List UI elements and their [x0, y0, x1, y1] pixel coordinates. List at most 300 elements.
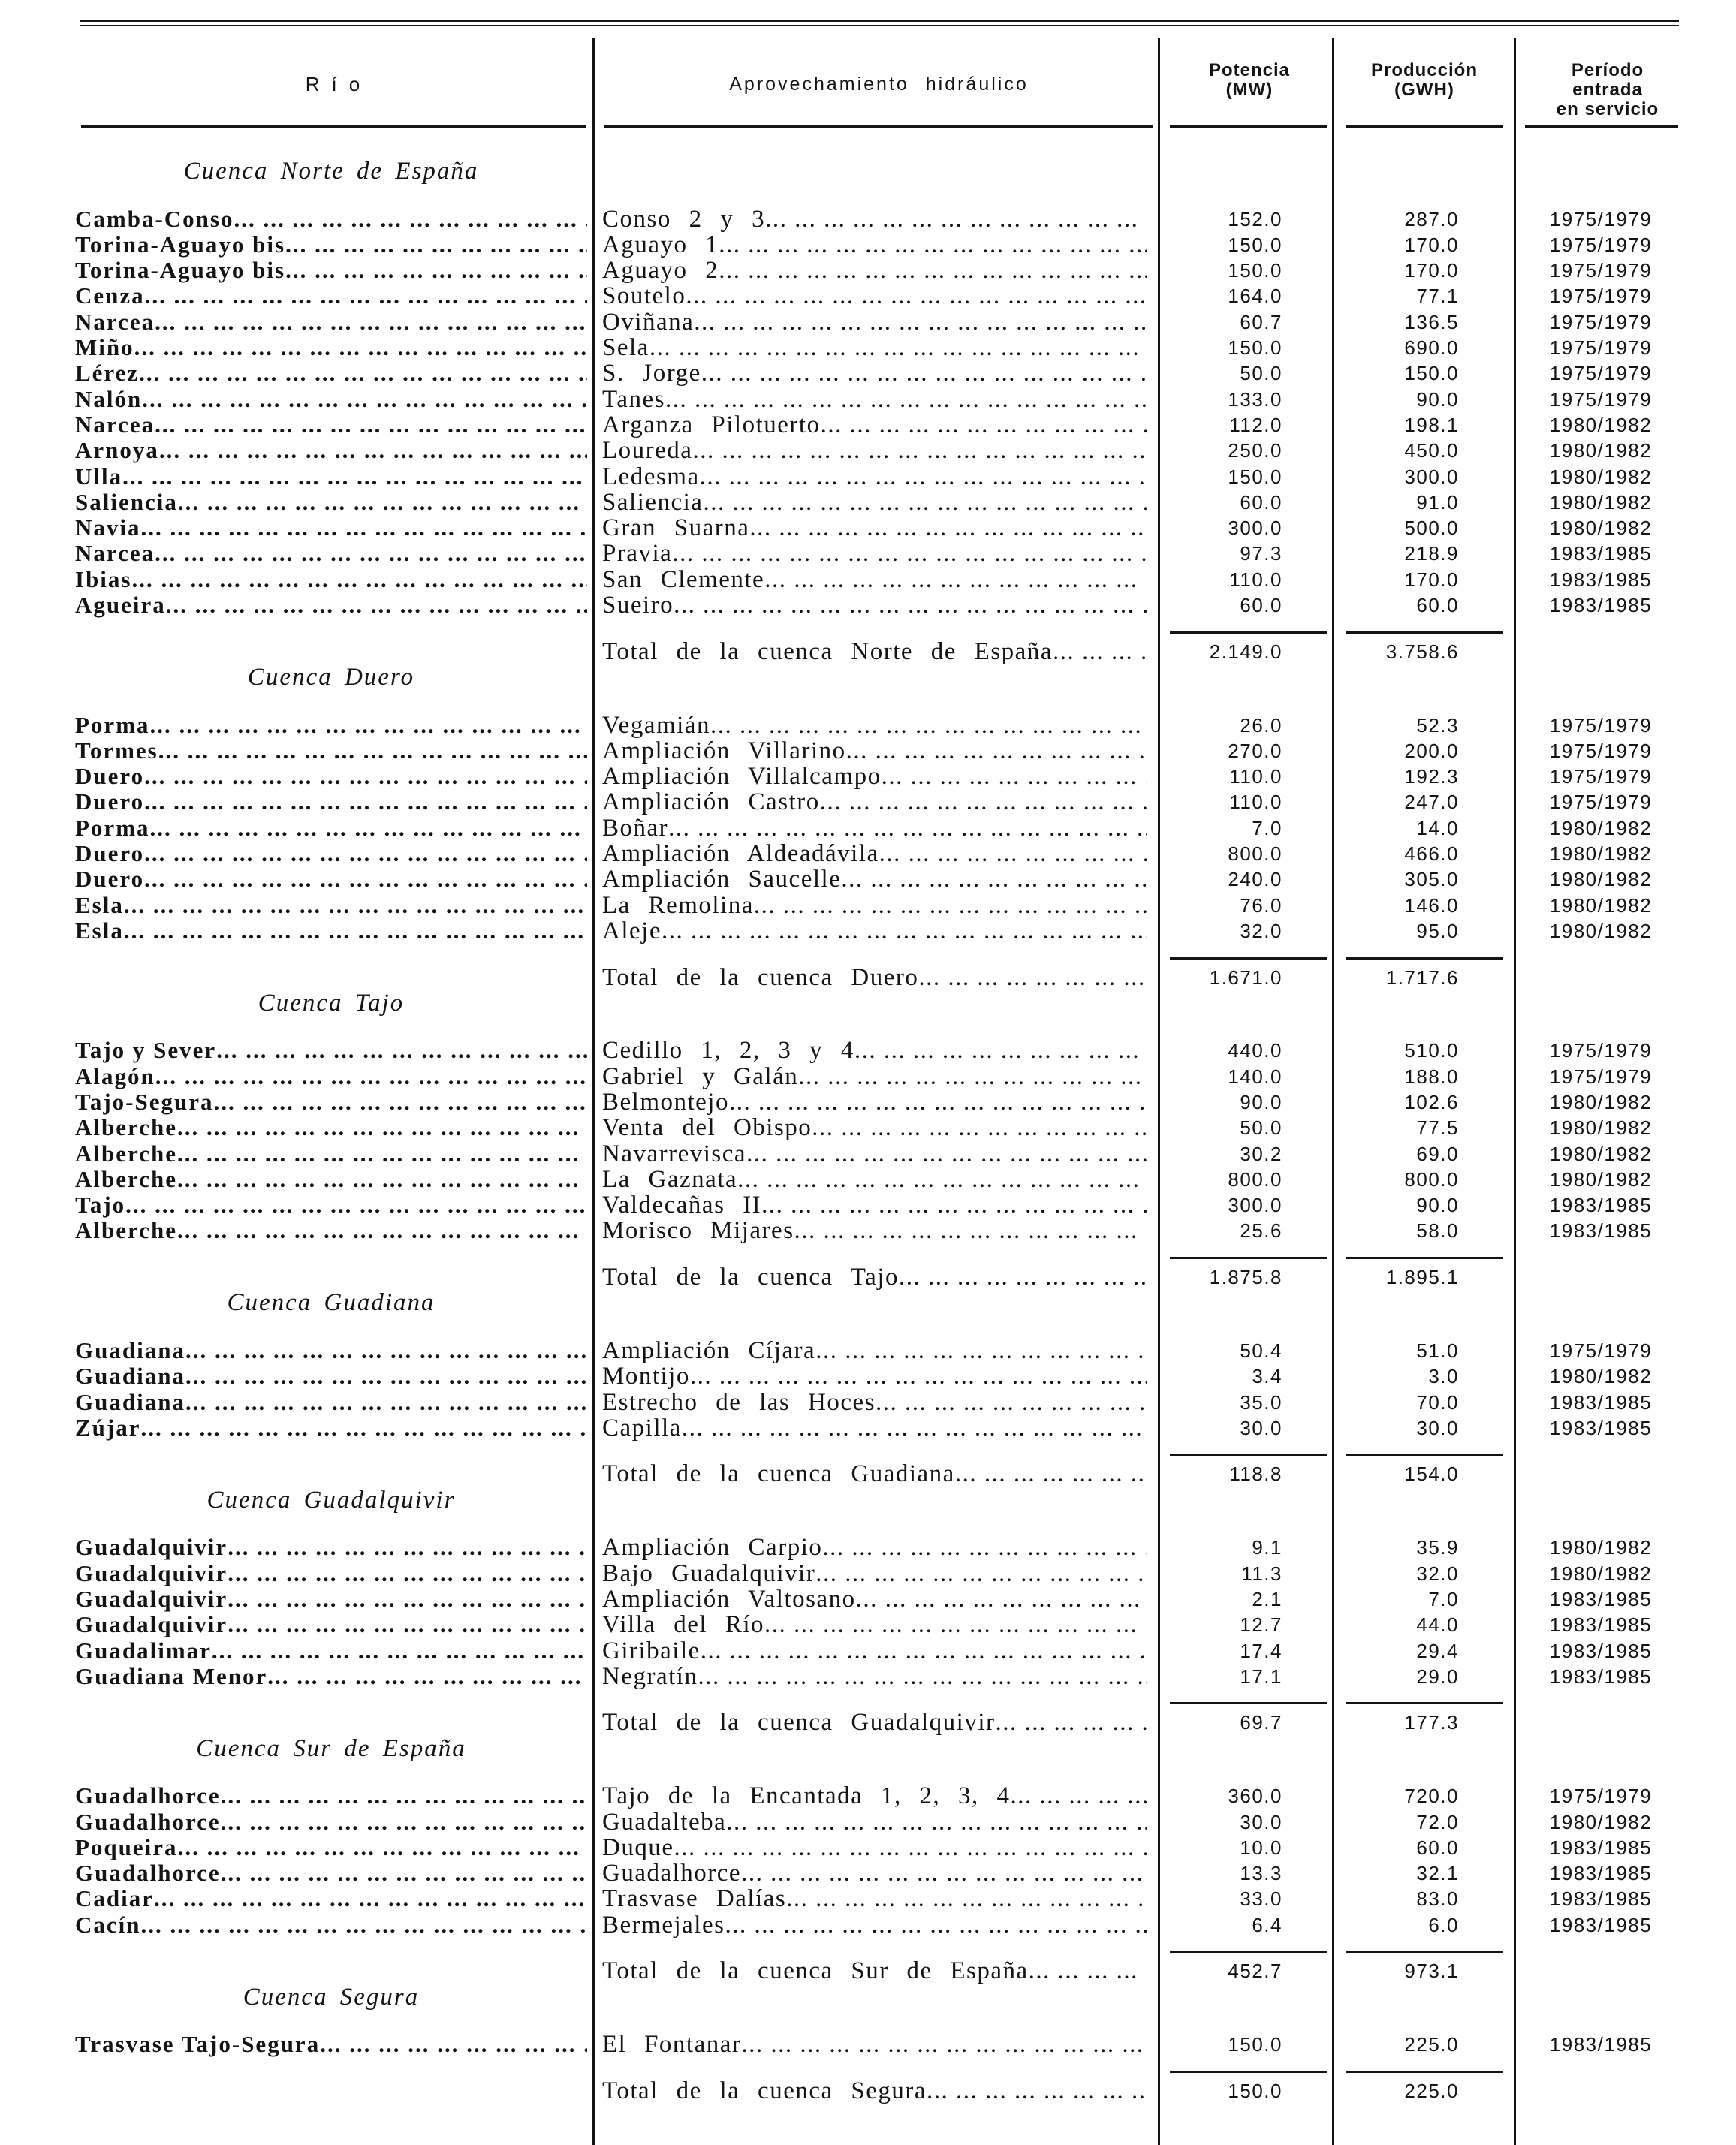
dot-leader — [692, 438, 1147, 463]
header-underline — [81, 125, 586, 128]
table-row — [0, 2032, 1736, 2057]
power-value: 150.0 — [1228, 2033, 1282, 2056]
scheme-name: Conso 2 y 3 — [602, 206, 766, 232]
period-value: 1983/1985 — [1549, 542, 1653, 565]
river-name: Narcea — [75, 309, 155, 335]
total-power-value: 2.149.0 — [1209, 640, 1282, 663]
dot-leader — [228, 1561, 587, 1586]
power-value: 164.0 — [1228, 285, 1282, 308]
dot-leader — [145, 283, 587, 309]
basin-section — [0, 990, 1736, 1291]
period-value: 1983/1985 — [1549, 568, 1653, 591]
dot-leader — [719, 232, 1147, 258]
power-value: 250.0 — [1228, 439, 1282, 462]
power-value: 33.0 — [1240, 1887, 1282, 1911]
scheme-cell — [602, 464, 1147, 490]
table-row — [0, 464, 1736, 490]
production-value: 170.0 — [1404, 259, 1459, 282]
river-name: Guadiana Menor — [75, 1663, 268, 1689]
dot-leader — [682, 1415, 1147, 1441]
power-value: 112.0 — [1229, 413, 1282, 436]
table-row — [0, 1586, 1736, 1612]
table-row — [0, 1038, 1736, 1063]
river-name: Cacín — [75, 1912, 141, 1938]
power-value: 50.0 — [1240, 362, 1282, 385]
table-row — [0, 490, 1736, 515]
dot-leader — [122, 464, 587, 490]
scheme-name: Aguayo 2 — [602, 258, 719, 284]
river-name: Duero — [75, 841, 145, 867]
production-value: 305.0 — [1404, 868, 1459, 891]
power-value: 12.7 — [1240, 1613, 1282, 1637]
dot-leader — [150, 815, 587, 841]
river-cell — [75, 789, 587, 815]
table-row — [0, 1338, 1736, 1363]
river-cell — [75, 1835, 587, 1860]
dot-leader — [177, 1141, 587, 1167]
table-row — [0, 1809, 1736, 1835]
basin-heading-cell — [75, 990, 587, 1016]
power-value: 26.0 — [1240, 713, 1282, 737]
period-value: 1980/1982 — [1549, 816, 1653, 839]
power-value: 3.4 — [1252, 1365, 1282, 1388]
production-value: 720.0 — [1404, 1785, 1459, 1808]
river-name: Camba-Conso — [75, 206, 234, 232]
scheme-cell — [602, 1064, 1147, 1089]
table-row — [0, 567, 1736, 592]
production-value: 70.0 — [1416, 1390, 1459, 1414]
scheme-cell — [602, 1612, 1147, 1637]
dot-leader — [285, 232, 587, 258]
basin-total-row — [0, 1710, 1736, 1735]
scheme-name: Soutelo — [602, 283, 686, 309]
power-value: 32.0 — [1240, 919, 1282, 942]
total-rule — [1170, 1951, 1327, 1953]
period-value: 1983/1985 — [1549, 1887, 1653, 1911]
dot-leader — [761, 1192, 1147, 1218]
table-row — [0, 918, 1736, 944]
scheme-cell — [602, 541, 1147, 566]
river-name: Narcea — [75, 541, 155, 567]
basin-heading-line — [0, 1736, 1736, 1761]
dot-leader — [649, 335, 1147, 360]
production-value: 72.0 — [1416, 1810, 1459, 1833]
dot-leader — [212, 1638, 587, 1664]
dot-leader — [185, 1363, 587, 1389]
scheme-name: Montijo — [602, 1363, 690, 1390]
total-label: Total de la cuenca Sur de España — [602, 1958, 1029, 1984]
period-value: 1980/1982 — [1549, 1167, 1653, 1191]
river-name: Duero — [75, 764, 145, 790]
power-value: 140.0 — [1228, 1065, 1282, 1088]
production-value: 90.0 — [1416, 1194, 1459, 1217]
river-name: Porma — [75, 815, 150, 841]
dot-leader — [285, 258, 587, 283]
dot-leader — [674, 592, 1147, 618]
basin-heading: Cuenca Guadiana — [227, 1290, 436, 1316]
production-value: 44.0 — [1416, 1613, 1459, 1637]
river-name: Guadalquivir — [75, 1535, 228, 1561]
scheme-cell — [602, 335, 1147, 360]
river-cell — [75, 1338, 587, 1363]
total-rule — [1346, 1951, 1503, 1953]
period-value: 1980/1982 — [1549, 1536, 1653, 1559]
dot-leader — [725, 1912, 1147, 1938]
column-header-production-title: Producción — [1370, 60, 1478, 80]
production-value: 146.0 — [1404, 893, 1459, 917]
power-value: 133.0 — [1228, 387, 1282, 411]
scheme-cell — [602, 1338, 1147, 1363]
scheme-name: Ledesma — [602, 463, 700, 490]
river-cell — [75, 1038, 587, 1063]
total-rule — [1170, 1454, 1327, 1456]
river-cell — [75, 335, 587, 360]
table-row — [0, 1415, 1736, 1441]
total-rule — [1346, 2071, 1503, 2073]
production-value: 500.0 — [1404, 517, 1459, 540]
period-value: 1975/1979 — [1549, 765, 1653, 788]
dot-leader — [794, 1218, 1147, 1243]
production-value: 198.1 — [1404, 413, 1459, 436]
total-label-cell — [602, 965, 1147, 990]
basin-rows — [0, 1338, 1736, 1441]
dot-leader — [139, 360, 587, 386]
period-value: 1975/1979 — [1549, 285, 1653, 308]
river-cell — [75, 1415, 587, 1441]
scheme-name: Gran Suarna — [602, 515, 750, 541]
dot-leader — [764, 567, 1147, 592]
basin-rows — [0, 712, 1736, 944]
scheme-name: Ampliación Cíjara — [602, 1337, 816, 1364]
period-value: 1983/1985 — [1549, 2033, 1653, 2056]
scheme-name: Aleje — [602, 917, 662, 944]
dot-leader — [320, 2032, 587, 2057]
dot-leader — [221, 1783, 587, 1809]
period-value: 1980/1982 — [1549, 893, 1653, 917]
scheme-name: Vegamián — [602, 712, 710, 738]
power-value: 60.0 — [1240, 490, 1282, 514]
header-underline — [604, 125, 1153, 128]
scheme-cell — [602, 360, 1147, 386]
total-label-cell — [602, 2078, 1147, 2104]
dot-leader — [221, 1809, 587, 1835]
dot-leader — [228, 1612, 587, 1637]
basin-section — [0, 158, 1736, 664]
production-value: 510.0 — [1404, 1039, 1459, 1062]
basin-heading-line — [0, 158, 1736, 184]
total-label-cell — [602, 1958, 1147, 1984]
scheme-cell — [602, 1192, 1147, 1218]
dot-leader — [686, 283, 1147, 309]
river-name: Guadalhorce — [75, 1809, 221, 1835]
river-name: Guadalquivir — [75, 1586, 228, 1612]
river-cell — [75, 764, 587, 789]
power-value: 300.0 — [1228, 1194, 1282, 1217]
total-production-value: 1.717.6 — [1385, 966, 1459, 989]
dot-leader — [177, 1218, 587, 1243]
table-row — [0, 232, 1736, 258]
basin-rows — [0, 1783, 1736, 1938]
dot-leader — [700, 464, 1147, 490]
river-cell — [75, 206, 587, 232]
production-value: 35.9 — [1416, 1536, 1459, 1559]
dot-leader — [144, 764, 587, 789]
scheme-name: Gabriel y Galán — [602, 1063, 799, 1089]
scheme-cell — [602, 1363, 1147, 1389]
top-rule — [80, 20, 1679, 22]
river-name: Narcea — [75, 411, 155, 438]
table-row — [0, 1192, 1736, 1218]
basin-section — [0, 664, 1736, 990]
period-value: 1983/1985 — [1549, 1194, 1653, 1217]
river-cell — [75, 815, 587, 841]
dot-leader — [846, 738, 1147, 764]
scheme-name: Sueiro — [602, 592, 674, 619]
scheme-cell — [602, 815, 1147, 841]
dot-leader — [729, 1089, 1147, 1115]
dot-leader — [822, 1535, 1147, 1560]
scheme-name: Loureda — [602, 438, 693, 464]
production-value: 77.1 — [1416, 285, 1459, 308]
table-row — [0, 1638, 1736, 1664]
river-cell — [75, 387, 587, 412]
production-value: 300.0 — [1404, 465, 1459, 488]
total-label: Total de la cuenca Guadiana — [602, 1461, 955, 1487]
total-rule — [1170, 957, 1327, 960]
dot-leader — [178, 1835, 587, 1860]
dot-leader — [1011, 1783, 1147, 1809]
period-value: 1983/1985 — [1549, 1587, 1653, 1610]
river-name: Ulla — [75, 463, 123, 490]
river-cell — [75, 918, 587, 944]
dot-leader — [821, 412, 1147, 438]
power-value: 2.1 — [1252, 1587, 1282, 1610]
table-row — [0, 1860, 1736, 1886]
dot-leader — [124, 918, 587, 944]
scheme-cell — [602, 412, 1147, 438]
dot-leader — [815, 1561, 1147, 1586]
period-value: 1975/1979 — [1549, 1785, 1653, 1808]
basin-heading: Cuenca Norte de España — [183, 158, 479, 185]
total-label-cell — [602, 1461, 1147, 1487]
scheme-cell — [602, 1415, 1147, 1441]
river-cell — [75, 1809, 587, 1835]
scheme-cell — [602, 387, 1147, 412]
production-value: 287.0 — [1404, 207, 1459, 230]
period-value: 1983/1985 — [1549, 1390, 1653, 1414]
river-name: Saliencia — [75, 489, 178, 515]
total-production-value: 1.895.1 — [1385, 1266, 1459, 1289]
period-value: 1975/1979 — [1549, 310, 1653, 333]
dot-leader — [879, 841, 1147, 866]
table-row — [0, 412, 1736, 438]
production-value: 6.0 — [1428, 1913, 1459, 1936]
production-value: 466.0 — [1404, 842, 1459, 866]
power-value: 150.0 — [1228, 233, 1282, 256]
scheme-name: Bermejales — [602, 1912, 725, 1939]
scheme-name: Giribaile — [602, 1637, 701, 1664]
total-rule — [1346, 631, 1503, 634]
table-row — [0, 387, 1736, 412]
scheme-cell — [602, 1664, 1147, 1689]
power-value: 300.0 — [1228, 517, 1282, 540]
scheme-name: Morisco Mijares — [602, 1218, 794, 1244]
river-cell — [75, 1783, 587, 1809]
dot-leader — [177, 1115, 587, 1140]
dot-leader — [267, 1664, 587, 1689]
production-value: 170.0 — [1404, 568, 1459, 591]
period-value: 1983/1985 — [1549, 1836, 1653, 1859]
production-value: 188.0 — [1404, 1065, 1459, 1088]
dot-leader — [996, 1710, 1147, 1735]
table-row — [0, 1167, 1736, 1192]
table-row — [0, 1363, 1736, 1389]
river-cell — [75, 1561, 587, 1586]
scheme-cell — [602, 1141, 1147, 1167]
scheme-cell — [602, 258, 1147, 283]
power-value: 11.3 — [1241, 1562, 1282, 1585]
river-cell — [75, 232, 587, 258]
river-cell — [75, 592, 587, 618]
basin-heading-cell — [75, 1736, 587, 1761]
column-header-period-line3: en servicio — [1556, 99, 1659, 119]
scheme-name: Tanes — [602, 386, 665, 412]
total-rule — [1346, 1257, 1503, 1259]
production-value: 102.6 — [1404, 1090, 1459, 1113]
power-value: 60.7 — [1240, 310, 1282, 333]
total-production-value: 177.3 — [1404, 1711, 1459, 1734]
power-value: 25.6 — [1240, 1219, 1282, 1243]
table-row — [0, 1561, 1736, 1586]
scheme-name: Ampliación Aldeadávila — [602, 841, 879, 867]
basin-heading-line — [0, 990, 1736, 1016]
dot-leader — [155, 309, 587, 335]
scheme-name: Ampliación Villalcampo — [602, 764, 882, 790]
dot-leader — [726, 1809, 1147, 1835]
scheme-cell — [602, 893, 1147, 918]
period-value: 1980/1982 — [1549, 1142, 1653, 1165]
table-body — [0, 158, 1736, 2104]
dot-leader — [841, 866, 1147, 892]
scheme-name: Tajo de la Encantada 1, 2, 3, 4 — [602, 1783, 1011, 1809]
scheme-name: El Fontanar — [602, 2032, 742, 2058]
total-production-value: 3.758.6 — [1385, 640, 1459, 663]
power-value: 800.0 — [1228, 842, 1282, 866]
scheme-cell — [602, 1561, 1147, 1586]
basin-heading-cell — [75, 1290, 587, 1315]
basin-rows — [0, 1535, 1736, 1689]
scheme-name: La Gaznata — [602, 1166, 738, 1193]
column-header-power-unit: (MW) — [1225, 80, 1273, 100]
dot-leader — [701, 1638, 1147, 1664]
basin-section — [0, 1984, 1736, 2104]
table-row — [0, 764, 1736, 789]
scheme-name: Venta del Obispo — [602, 1115, 812, 1141]
dot-leader — [155, 1064, 587, 1089]
scheme-cell — [602, 789, 1147, 815]
scheme-name: Pravia — [602, 541, 673, 567]
total-rule — [1170, 631, 1327, 634]
scheme-cell — [602, 1089, 1147, 1115]
production-value: 29.0 — [1416, 1664, 1459, 1688]
dot-leader — [798, 1064, 1147, 1089]
river-cell — [75, 1363, 587, 1389]
period-value: 1980/1982 — [1549, 1116, 1653, 1140]
scheme-cell — [602, 918, 1147, 944]
table-row — [0, 592, 1736, 618]
scheme-cell — [602, 1638, 1147, 1664]
basin-heading-cell — [75, 664, 587, 690]
dot-leader — [741, 1860, 1147, 1886]
total-label: Total de la cuenca Segura — [602, 2077, 927, 2104]
basin-section — [0, 1290, 1736, 1487]
total-label: Total de la cuenca Tajo — [602, 1264, 899, 1291]
river-cell — [75, 1167, 587, 1192]
table-row — [0, 1886, 1736, 1912]
scheme-cell — [602, 1167, 1147, 1192]
scheme-cell — [602, 1912, 1147, 1938]
scheme-name: Boñar — [602, 815, 669, 842]
table-row — [0, 258, 1736, 283]
period-value: 1980/1982 — [1549, 1562, 1653, 1585]
river-cell — [75, 712, 587, 738]
dot-leader — [185, 1390, 587, 1415]
header-underline — [1525, 125, 1678, 128]
power-value: 13.3 — [1240, 1862, 1282, 1885]
production-value: 200.0 — [1404, 739, 1459, 762]
scheme-cell — [602, 1586, 1147, 1612]
period-value: 1975/1979 — [1549, 713, 1653, 737]
river-cell — [75, 360, 587, 386]
basin-heading-cell — [75, 1487, 587, 1513]
period-value: 1983/1985 — [1549, 1219, 1653, 1243]
scheme-cell — [602, 490, 1147, 515]
table-row — [0, 283, 1736, 309]
dot-leader — [141, 515, 588, 541]
dot-leader — [124, 893, 587, 918]
river-cell — [75, 464, 587, 490]
power-value: 150.0 — [1228, 336, 1282, 360]
table-row — [0, 1390, 1736, 1415]
dot-leader — [820, 789, 1147, 815]
river-name: Tajo — [75, 1192, 126, 1219]
scheme-name: Cedillo 1, 2, 3 y 4 — [602, 1038, 854, 1064]
scheme-cell — [602, 1218, 1147, 1243]
river-name: Ibias — [75, 566, 132, 592]
power-value: 97.3 — [1240, 542, 1282, 565]
dot-leader — [665, 387, 1147, 412]
total-label-cell — [602, 639, 1147, 664]
total-label: Total de la cuenca Duero — [602, 964, 919, 990]
river-name: Guadalquivir — [75, 1612, 228, 1638]
period-value: 1980/1982 — [1549, 517, 1653, 540]
scheme-cell — [602, 1860, 1147, 1886]
power-value: 50.4 — [1240, 1339, 1282, 1362]
total-rule — [1346, 957, 1503, 960]
scheme-name: Ampliación Villarino — [602, 737, 846, 764]
dot-leader — [155, 412, 587, 438]
total-rule — [1346, 1702, 1503, 1704]
power-value: 50.0 — [1240, 1116, 1282, 1140]
scheme-name: Ampliación Saucelle — [602, 866, 842, 893]
scheme-name: Ampliación Carpio — [602, 1535, 823, 1561]
basin-rows — [0, 2032, 1736, 2057]
river-name: Miño — [75, 335, 134, 361]
table-row — [0, 893, 1736, 918]
period-value: 1980/1982 — [1549, 465, 1653, 488]
total-production-value: 225.0 — [1404, 2079, 1459, 2102]
basin-heading-line — [0, 1984, 1736, 2010]
